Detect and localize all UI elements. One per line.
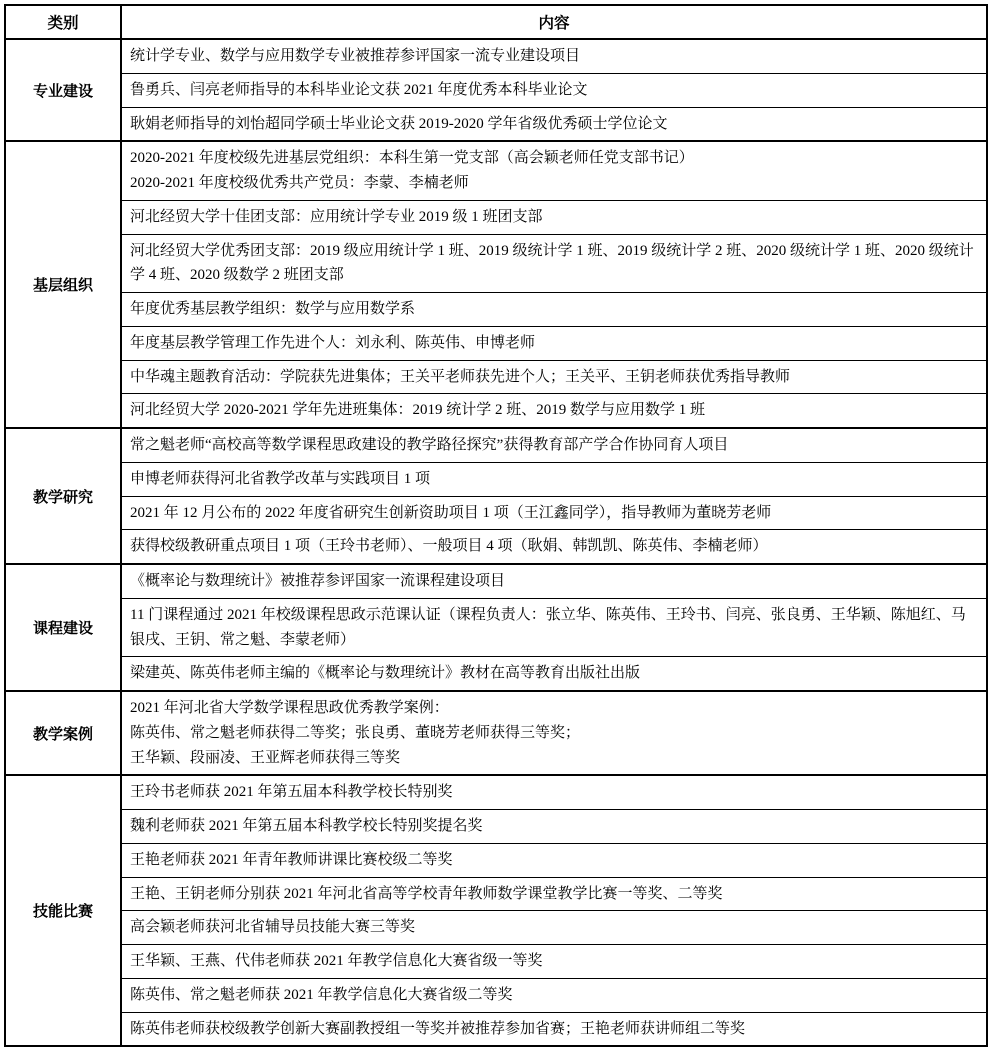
content-line: 梁建英、陈英伟老师主编的《概率论与数理统计》教材在高等教育出版社出版 [130, 665, 641, 682]
content-line: 年度优秀基层教学组织：数学与应用数学系 [130, 301, 416, 317]
content-cell [121, 598, 987, 657]
content-line: 王艳老师获 2021 年青年教师讲课比赛校级二等奖 [130, 851, 453, 868]
content-line: 王华颖、段丽凌、王亚辉老师获得三等奖 [130, 749, 401, 766]
content-cell [121, 877, 987, 911]
category-cell: 课程建设 [5, 564, 121, 691]
table-row [5, 843, 987, 877]
content-cell [121, 657, 987, 691]
content-cell [121, 141, 987, 200]
content-cell [121, 428, 987, 462]
category-cell: 技能比赛 [5, 775, 121, 1046]
content-cell [121, 978, 987, 1012]
content-line: 陈英伟老师获校级教学创新大赛副教授组一等奖并被推荐参加省赛；王艳老师获讲师组二等奖 [130, 1020, 746, 1037]
content-line: 河北经贸大学 2020-2021 学年先进班集体：2019 统计学 2 班、2019 数学与应用数学 1 班 [130, 402, 705, 419]
content-line: 统计学专业、数学与应用数学专业被推荐参评国家一流专业建设项目 [130, 48, 581, 64]
content-cell [121, 945, 987, 979]
content-cell [121, 107, 987, 141]
table-row [5, 1012, 987, 1046]
table-row [5, 564, 987, 598]
content-cell [121, 293, 987, 327]
table-row [5, 877, 987, 911]
content-line: 年度基层教学管理工作先进个人：刘永利、陈英伟、申博老师 [130, 334, 536, 351]
category-cell: 教学研究 [5, 428, 121, 564]
table-row [5, 598, 987, 657]
content-cell [121, 911, 987, 945]
content-cell [121, 394, 987, 428]
header-content: 内容 [121, 5, 987, 39]
content-cell [121, 360, 987, 394]
table-row [5, 73, 987, 107]
table-row [5, 810, 987, 844]
content-line: 2020-2021 年度校级先进基层党组织：本科生第一党支部（高会颖老师任党支部书记） [130, 150, 694, 167]
content-line: 2021 年 12 月公布的 2022 年度省研究生创新资助项目 1 项（王江鑫同学），指导教师为董晓芳老师 [130, 504, 772, 521]
content-cell [121, 530, 987, 564]
table-row [5, 234, 987, 293]
content-line: 申博老师获得河北省教学改革与实践项目 1 项 [130, 470, 431, 487]
award-summary-table [4, 4, 988, 1047]
header-category: 类别 [5, 5, 121, 39]
content-line: 王玲书老师获 2021 年第五届本科教学校长特别奖 [130, 784, 453, 801]
content-cell [121, 691, 987, 775]
table-row [5, 39, 987, 73]
content-line: 2021 年河北省大学数学课程思政优秀教学案例： [130, 700, 449, 716]
content-line: 常之魁老师“高校高等数学课程思政建设的教学路径探究”获得教育部产学合作协同育人项目 [130, 437, 729, 453]
content-cell [121, 73, 987, 107]
content-line: 王艳、王钥老师分别获 2021 年河北省高等学校青年教师数学课堂教学比赛一等奖、二等奖 [130, 885, 723, 902]
content-cell [121, 326, 987, 360]
content-line: 耿娟老师指导的刘怡超同学硕士毕业论文获 2019-2020 学年省级优秀硕士学位论文 [130, 115, 668, 132]
category-cell: 教学案例 [5, 691, 121, 775]
table-row [5, 200, 987, 234]
table-row [5, 462, 987, 496]
content-cell [121, 810, 987, 844]
table-row [5, 911, 987, 945]
table-row [5, 657, 987, 691]
table-row [5, 293, 987, 327]
content-line: 河北经贸大学十佳团支部：应用统计学专业 2019 级 1 班团支部 [130, 208, 543, 225]
content-cell [121, 775, 987, 809]
table-row [5, 428, 987, 462]
content-line: 王华颖、王燕、代伟老师获 2021 年教学信息化大赛省级一等奖 [130, 953, 543, 969]
content-line: 河北经贸大学优秀团支部：2019 级应用统计学 1 班、2019 级统计学 1 班、2019 级统计学 2 班、2020 级统计学 1 班、2020 级统计学 4 班、2020 级数学 2 班团支部 [130, 242, 974, 284]
content-line: 中华魂主题教育活动：学院获先进集体；王关平老师获先进个人；王关平、王钥老师获优秀指导教师 [130, 368, 791, 385]
content-line: 2020-2021 年度校级优秀共产党员：李蒙、李楠老师 [130, 175, 469, 191]
table-row [5, 691, 987, 775]
content-line: 鲁勇兵、闫亮老师指导的本科毕业论文获 2021 年度优秀本科毕业论文 [130, 81, 588, 98]
header-row [5, 5, 987, 39]
content-line: 11 门课程通过 2021 年校级课程思政示范课认证（课程负责人：张立华、陈英伟、王玲书、闫亮、张良勇、王华颖、陈旭红、马银戌、王钥、常之魁、李蒙老师） [130, 606, 966, 648]
table-row [5, 326, 987, 360]
table-row [5, 496, 987, 530]
content-cell [121, 843, 987, 877]
content-cell [121, 1012, 987, 1046]
table-row [5, 775, 987, 809]
table-row [5, 945, 987, 979]
content-line: 高会颖老师获河北省辅导员技能大赛三等奖 [130, 919, 416, 936]
table-row [5, 360, 987, 394]
content-line: 陈英伟、常之魁老师获得二等奖；张良勇、董晓芳老师获得三等奖； [130, 724, 581, 741]
content-line: 魏利老师获 2021 年第五届本科教学校长特别奖提名奖 [130, 818, 483, 834]
content-cell [121, 234, 987, 293]
content-cell [121, 39, 987, 73]
content-line: 《概率论与数理统计》被推荐参评国家一流课程建设项目 [130, 573, 506, 589]
content-cell [121, 496, 987, 530]
table-row [5, 394, 987, 428]
table-row [5, 141, 987, 200]
category-cell: 基层组织 [5, 141, 121, 428]
content-cell [121, 462, 987, 496]
table-row [5, 530, 987, 564]
content-cell [121, 564, 987, 598]
category-cell: 专业建设 [5, 39, 121, 141]
content-cell [121, 200, 987, 234]
table-row [5, 978, 987, 1012]
content-line: 陈英伟、常之魁老师获 2021 年教学信息化大赛省级二等奖 [130, 986, 513, 1003]
content-line: 获得校级教研重点项目 1 项（王玲书老师）、一般项目 4 项（耿娟、韩凯凯、陈英伟、李楠老师） [130, 538, 768, 555]
table-row [5, 107, 987, 141]
